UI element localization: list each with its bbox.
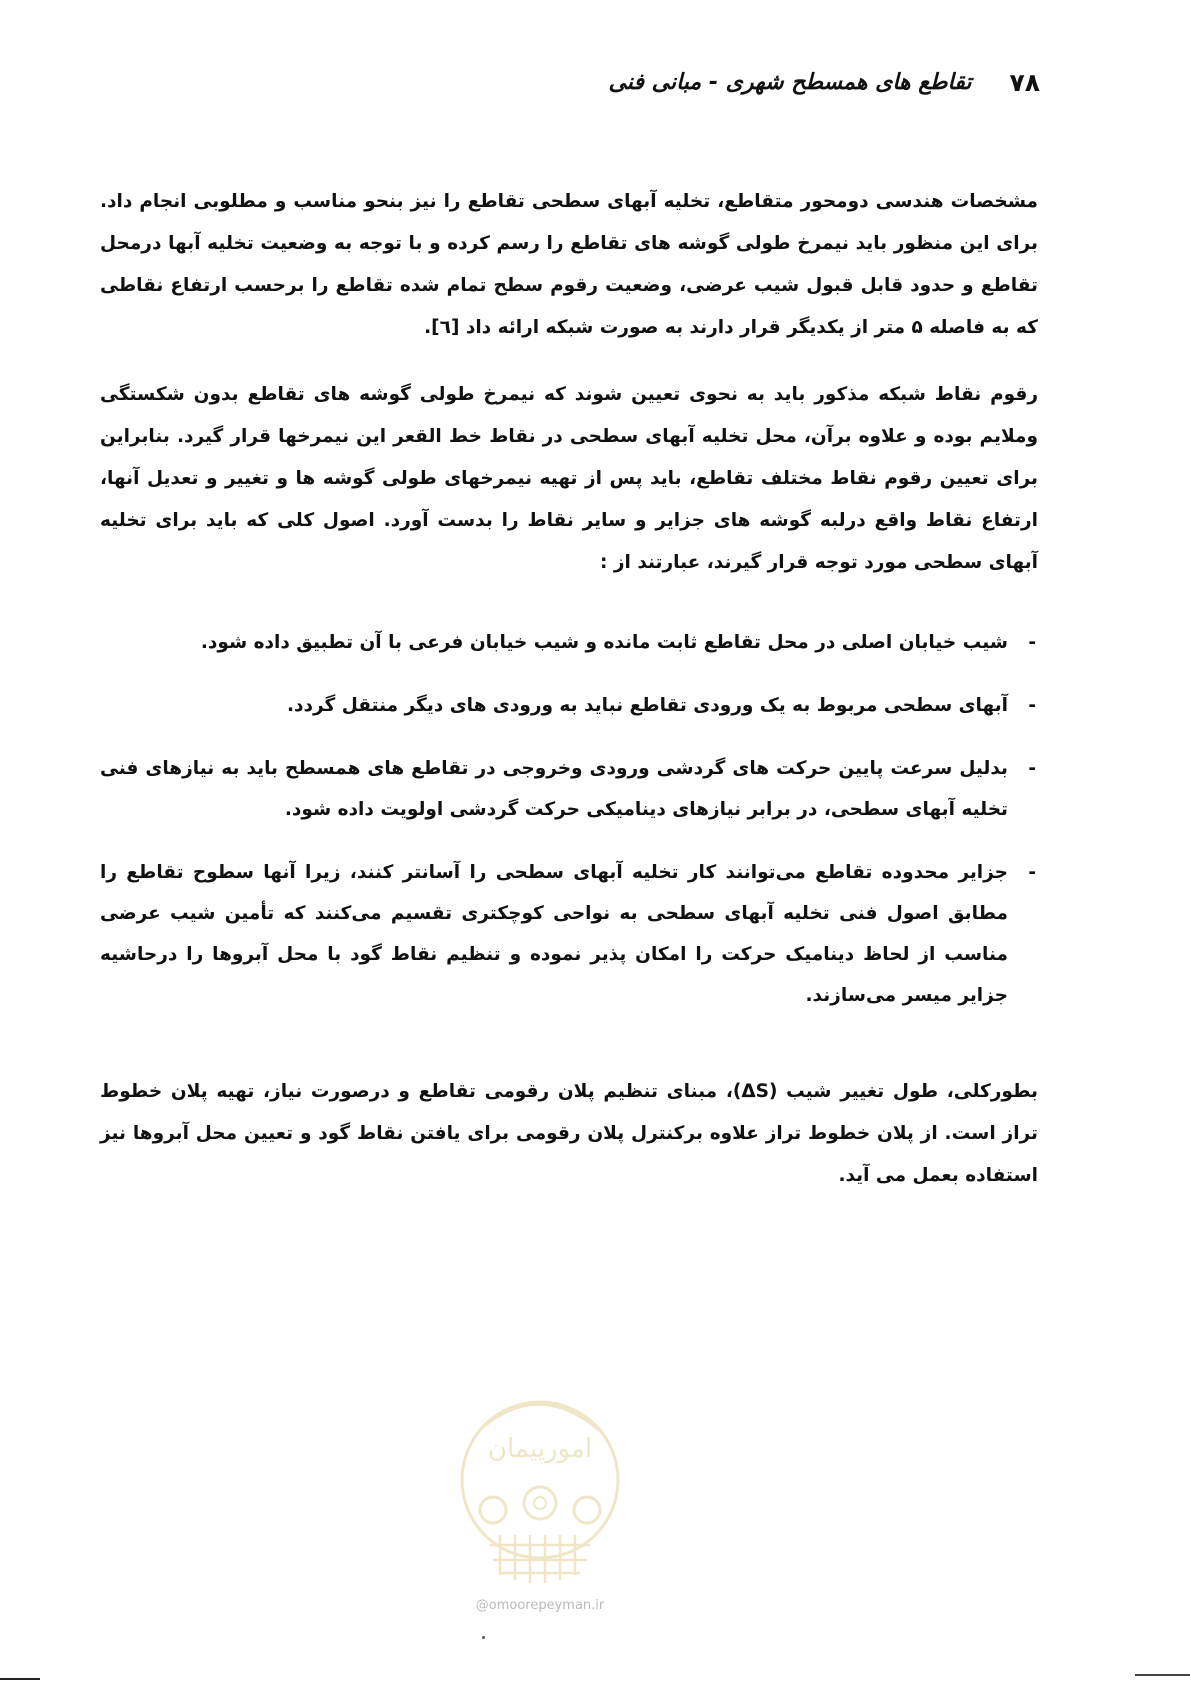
page-mark-dot xyxy=(482,1636,485,1639)
list-item xyxy=(100,852,1038,1016)
list-item-text: جزایر محدوده تقاطع می‌توانند کار تخلیه آبهای سطحی را آسانتر کنند، زیرا آنها سطوح تقاطع را مطابق اصول فنی تخلیه آبهای سطحی به نواحی کوچکتری تقسیم می‌کنند که تأمین شیب عرضی مناسب از لحاظ دینامیک حرکت را امکان پذیر نموده و تنظیم نقاط گود با محل آبروها را درحاشیه جزایر میسر می‌سازند. xyxy=(100,862,1008,1006)
principles-list xyxy=(100,622,1038,1038)
paragraph-1: مشخصات هندسی دومحور متقاطع، تخلیه آبهای سطحی تقاطع را نیز بنحو مناسب و مطلوبی انجام داد. برای این منظور باید نیمرخ طولی گوشه های تقاطع را رسم کرده و با توجه به وضعیت تخلیه آبها درمحل تقاطع و حدود قابل قبول شیب عرضی، وضعیت رقوم سطح تمام شده تقاطع را برحسب ارتفاع نقاطی که به فاصله ۵ متر از یکدیگر قرار دارند به صورت شبکه ارائه داد [٦]. xyxy=(100,190,1038,338)
running-header xyxy=(600,62,1040,102)
list-item xyxy=(100,685,1038,726)
list-item xyxy=(100,748,1038,830)
scan-edge-line-left xyxy=(0,1678,40,1680)
paragraph-2: رقوم نقاط شبکه مذکور باید به نحوی تعیین شوند که نیمرخ طولی گوشه های تقاطع بدون شکستگی وملایم بوده و علاوه برآن، محل تخلیه آبهای سطحی در نقاط خط القعر این نیمرخها قرار گیرد. بنابراین برای تعیین رقوم نقاط مختلف تقاطع، باید پس از تهیه نیمرخهای طولی گوشه ها و تغییر و تعدیل آنها، ارتفاع نقاط واقع درلبه گوشه های جزایر و سایر نقاط را بدست آورد. اصول کلی که باید برای تخلیه آبهای سطحی مورد توجه قرار گیرند، عبارتند از : xyxy=(100,383,1038,573)
list-item xyxy=(100,622,1038,663)
page-number: ۷۸ xyxy=(1009,67,1040,97)
bullet-dash: - xyxy=(1028,862,1036,883)
header-title: تقاطع های همسطح شهری - مبانی فنی xyxy=(608,69,972,95)
bullet-dash: - xyxy=(1028,695,1036,716)
list-item-text: شیب خیابان اصلی در محل تقاطع ثابت مانده و شیب خیابان فرعی با آن تطبیق داده شود. xyxy=(200,632,1008,653)
bullet-dash: - xyxy=(1028,632,1036,653)
watermark-logo-text: امورپیمان xyxy=(487,1434,593,1464)
bullet-dash: - xyxy=(1028,758,1036,779)
watermark-logo xyxy=(455,1385,625,1595)
paragraph-3: بطورکلی، طول تغییر شیب (ΔS)، مبنای تنظیم پلان رقومی تقاطع و درصورت نیاز، تهیه پلان خطوط تراز است. از پلان خطوط تراز علاوه برکنترل پلان رقومی برای یافتن نقاط گود و تعیین محل آبروها نیز استفاده بعمل می آید. xyxy=(100,1080,1038,1186)
watermark-url: @omoorepeyman.ir xyxy=(475,1598,605,1613)
scan-edge-line-right xyxy=(1135,1674,1190,1676)
list-item-text: آبهای سطحی مربوط به یک ورودی تقاطع نباید به ورودی های دیگر منتقل گردد. xyxy=(287,695,1008,716)
list-item-text: بدلیل سرعت پایین حرکت های گردشی ورودی وخروجی در تقاطع های همسطح باید به نیازهای فنی تخلیه آبهای سطحی، در برابر نیازهای دینامیکی حرکت گردشی اولویت داده شود. xyxy=(100,758,1008,820)
